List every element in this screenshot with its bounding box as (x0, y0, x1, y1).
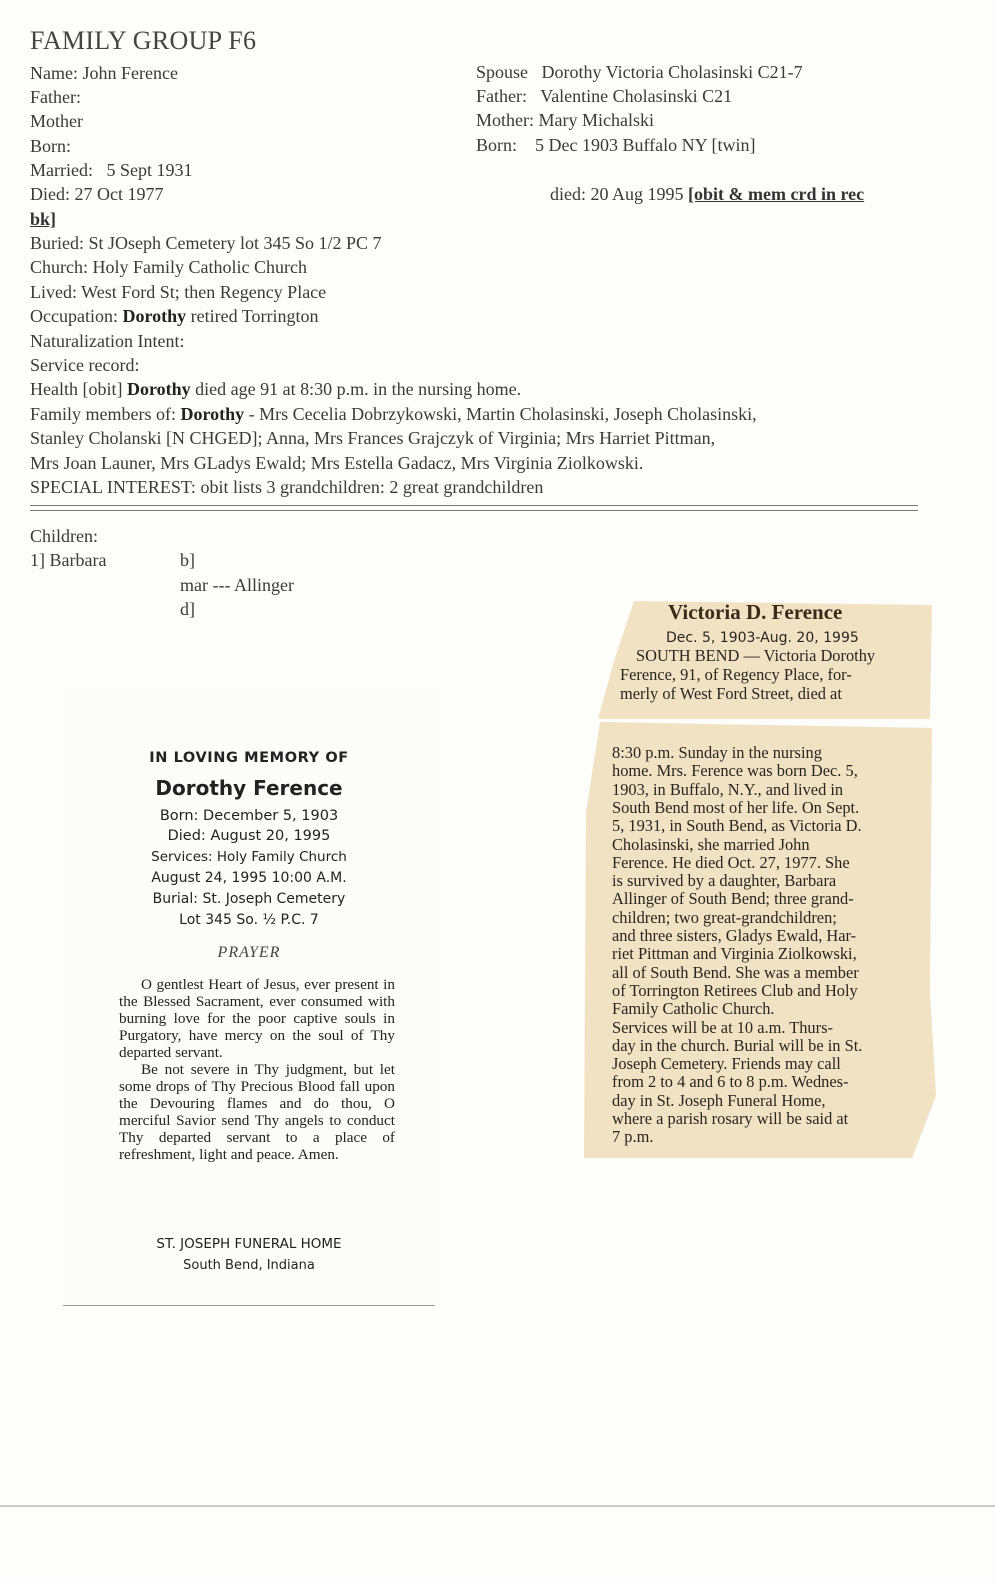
obituary-dates: Dec. 5, 1903-Aug. 20, 1995 (666, 630, 859, 646)
spouse-born-value: 5 Dec 1903 Buffalo NY [twin] (535, 135, 756, 155)
spouse-died-row (550, 182, 864, 206)
spouse-father-value: Valentine Cholasinski C21 (540, 86, 733, 106)
card-services: Services: Holy Family Church (151, 849, 347, 865)
died-value: 27 Oct 1977 (74, 184, 164, 204)
spouse-born-label: Born: (476, 135, 518, 155)
obituary-body-line: where a parish rosary will be said at (612, 1109, 849, 1128)
obituary-body-line: Services will be at 10 a.m. Thurs- (612, 1017, 833, 1037)
family-line-2: Stanley Cholanski [N CHGED]; Anna, Mrs Frances Grajczyk of Virginia; Mrs Harriet Pittman, (30, 428, 716, 448)
child-died: d] (180, 599, 195, 619)
card-heading: IN LOVING MEMORY OF (149, 750, 349, 766)
card-born: Born: December 5, 1903 (159, 808, 339, 824)
obit-record-link-cont[interactable]: bk] (30, 209, 57, 229)
spouse-mother-value: Mary Michalski (538, 110, 654, 130)
health-line: Health [obit] Dorothy died age 91 at 8:30 p.m. in the nursing home. (30, 379, 522, 399)
spouse-mother-label: Mother: (476, 110, 534, 130)
service-line: Service record: (30, 355, 140, 375)
occupation-line: Occupation: Dorothy retired Torrington (30, 306, 319, 326)
obituary-headline: Victoria D. Ference (668, 600, 843, 624)
obituary-body-line: Joseph Cemetery. Friends may call (612, 1054, 841, 1074)
obituary-body-line: South Bend most of her life. On Sept. (612, 797, 860, 817)
card-service-date: August 24, 1995 10:00 A.M. (151, 870, 347, 886)
page-title: FAMILY GROUP F6 (30, 26, 257, 55)
obituary-body-line: and three sisters, Gladys Ewald, Har- (612, 926, 857, 945)
obituary-body-line: 7 p.m. (612, 1127, 654, 1147)
obituary-body-line: 8:30 p.m. Sunday in the nursing (612, 743, 822, 762)
obituary-body-line: 5, 1931, in South Bend, as Victoria D. (612, 816, 862, 836)
church-line: Church: Holy Family Catholic Church (30, 257, 307, 277)
naturalization-line: Naturalization Intent: (30, 331, 185, 351)
obituary-top-line: merly of West Ford Street, died at (620, 684, 842, 703)
card-died: Died: August 20, 1995 (167, 828, 331, 844)
spouse-born-row (476, 133, 755, 157)
obituary-body-line: Allinger of South Bend; three grand- (612, 889, 854, 909)
name-row (30, 61, 178, 85)
spouse-died-text: died: 20 Aug 1995 (550, 184, 688, 204)
obituary-body-line: riet Pittman and Virginia Ziolkowski, (612, 944, 857, 964)
name-value: John Ference (82, 63, 178, 83)
child-born: b] (180, 550, 195, 570)
spouse-father-label: Father: (476, 86, 527, 106)
card-prayer-title: PRAYER (217, 944, 281, 961)
obituary-body-line: Cholasinski, she married John (612, 834, 810, 854)
spouse-value: Dorothy Victoria Cholasinski C21-7 (541, 62, 803, 82)
obituary-body-line: all of South Bend. She was a member (612, 962, 859, 982)
obit-record-link[interactable]: [obit & mem crd in rec (688, 184, 865, 204)
obituary-body-line: Family Catholic Church. (612, 999, 775, 1019)
father-label: Father: (30, 87, 81, 107)
section-divider (30, 505, 918, 511)
card-name: Dorothy Ference (155, 776, 343, 800)
died-label: Died: (30, 184, 70, 204)
buried-line: Buried: St JOseph Cemetery lot 345 So 1/2 PC 7 (30, 233, 382, 253)
card-funeral-city: South Bend, Indiana (183, 1258, 315, 1273)
obituary-body-line: from 2 to 4 and 6 to 8 p.m. Wednes- (612, 1072, 849, 1092)
family-line-3: Mrs Joan Launer, Mrs GLadys Ewald; Mrs Estella Gadacz, Mrs Virginia Ziolkowski. (30, 453, 644, 473)
born-label: Born: (30, 136, 72, 156)
lived-line: Lived: West Ford St; then Regency Place (30, 282, 327, 302)
child-married: mar --- Allinger (180, 575, 294, 595)
married-row (30, 158, 193, 182)
special-interest-line: SPECIAL INTEREST: obit lists 3 grandchildren: 2 great grandchildren (30, 477, 544, 497)
married-value: 5 Sept 1931 (106, 160, 193, 180)
obituary-body-line: day in St. Joseph Funeral Home, (612, 1090, 826, 1110)
died-row (30, 182, 164, 206)
spouse-mother-row (476, 108, 654, 132)
card-burial: Burial: St. Joseph Cemetery (152, 891, 346, 907)
obituary-body-line: home. Mrs. Ference was born Dec. 5, (612, 761, 858, 781)
page-bottom-edge (0, 1505, 995, 1507)
spouse-father-row (476, 84, 732, 108)
obituary-body-line: 1903, in Buffalo, N.Y., and lived in (612, 779, 844, 799)
obituary-body-line: of Torrington Retirees Club and Holy (612, 980, 858, 1000)
name-label: Name: (30, 63, 78, 83)
card-lot: Lot 345 So. ½ P.C. 7 (179, 912, 319, 928)
obituary-top-line: SOUTH BEND — Victoria Dorothy (636, 646, 876, 665)
memorial-card (63, 688, 435, 1306)
spouse-row (476, 60, 803, 84)
child-name: 1] Barbara (30, 550, 107, 570)
prayer-paragraph-2: Be not severe in Thy judgment, but let some drops of Thy Precious Blood fall upon the Devouring flames and do thou, O merciful Savior send Thy angels to conduct Thy departed servant to a place of refreshment, light and peace. Amen. (119, 1061, 395, 1163)
married-label: Married: (30, 160, 93, 180)
obituary-top-line: Ference, 91, of Regency Place, for- (620, 665, 852, 684)
family-line-1: Family members of: Dorothy - Mrs Cecelia Dobrzykowski, Martin Cholasinski, Joseph Cholasinski, (30, 404, 757, 424)
card-prayer-text (119, 976, 395, 1163)
children-label: Children: (30, 526, 98, 546)
mother-label: Mother (30, 111, 83, 131)
card-funeral-home: ST. JOSEPH FUNERAL HOME (156, 1236, 342, 1252)
spouse-label: Spouse (476, 62, 529, 82)
obituary-body-line: is survived by a daughter, Barbara (612, 871, 837, 891)
prayer-paragraph-1: O gentlest Heart of Jesus, ever present in the Blessed Sacrament, ever consumed with burning love for the poor captive souls in Purgatory, have mercy on the soul of Thy departed servant. (119, 976, 395, 1061)
obituary-body-line: day in the church. Burial will be in St. (612, 1035, 863, 1055)
obituary-body-line: Ference. He died Oct. 27, 1977. She (612, 852, 850, 872)
obituary-body-line: children; two great-grandchildren; (612, 907, 837, 927)
